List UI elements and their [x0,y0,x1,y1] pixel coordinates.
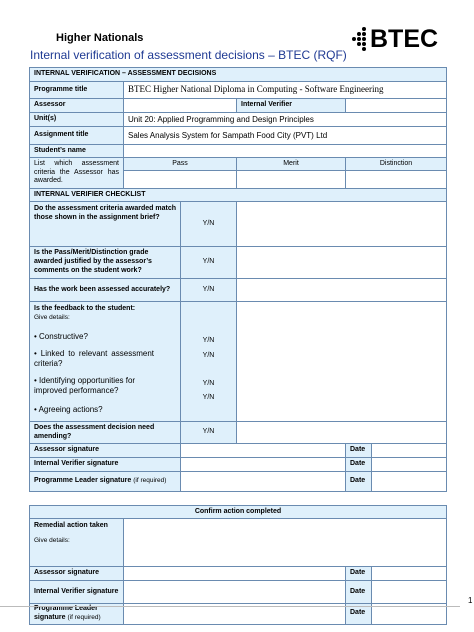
q4-give-details: Give details: [34,313,70,321]
merit-header: Merit [237,158,346,171]
q4-yn-column [181,302,237,422]
document-subtitle: Internal verification of assessment decisions – BTEC (RQF) [30,48,347,62]
remedial-iv-signature-field[interactable] [124,581,346,604]
remedial-action-label: Remedial action taken [34,522,108,529]
q5-comments[interactable] [237,422,447,444]
confirm-action-title: Confirm action completed [30,506,447,519]
q4-yn-2[interactable]: Y/N [202,351,215,359]
pl-signature-note: (if required) [133,477,167,485]
q4-block [30,302,181,422]
criteria-label: List which assessment criteria the Assessor has awarded. [30,158,124,189]
distinction-criteria-field[interactable] [346,171,447,189]
distinction-header: Distinction [346,158,447,171]
q4-yn-3[interactable]: Y/N [202,379,215,387]
iv-date-field[interactable] [372,458,447,472]
page-number: 1 [468,596,473,605]
remedial-label-block [30,519,124,567]
merit-criteria-field[interactable] [237,171,346,189]
remedial-pl-signature-note: (if required) [67,613,101,621]
q4-comments[interactable] [237,302,447,422]
remedial-pl-date-label: Date [346,604,372,625]
remedial-assessor-date-label: Date [346,567,372,581]
remedial-iv-date-label: Date [346,581,372,604]
student-name-label: Student’s name [30,145,124,158]
remedial-iv-signature-label: Internal Verifier signature [30,581,124,604]
q3-label: Has the work been assessed accurately? [30,279,181,302]
remedial-give-details: Give details: [34,536,70,544]
pass-header: Pass [124,158,237,171]
remedial-assessor-signature-label: Assessor signature [30,567,124,581]
assessor-signature-label: Assessor signature [30,444,181,458]
internal-verifier-label: Internal Verifier [237,99,346,113]
logo-dots-icon [352,27,368,53]
assessor-date-label: Date [346,444,372,458]
q2-label: Is the Pass/Merit/Distinction grade awarded justified by the assessor’s comments on the student work? [30,247,181,279]
logo-text: BTEC [370,25,439,53]
q3-yn[interactable]: Y/N [181,279,237,302]
q3-comments[interactable] [237,279,447,302]
q4-yn-4[interactable]: Y/N [202,394,215,402]
q4-bullet-opportunities: • Identifying opportunities for improved performance? [34,375,136,395]
remedial-action-field[interactable] [124,519,447,567]
programme-label: Programme title [30,82,124,99]
assignment-title-value[interactable]: Sales Analysis System for Sampath Food City (PVT) Ltd [124,127,447,145]
iv-signature-label: Internal Verifier signature [30,458,181,472]
q4-bullet-agreeing: • Agreeing actions? [34,404,103,414]
assessor-date-field[interactable] [372,444,447,458]
document-title: Higher Nationals [56,32,144,44]
q1-label: Do the assessment criteria awarded match those shown in the assignment brief? [30,202,181,247]
student-name-field[interactable] [124,145,447,158]
iv-date-label: Date [346,458,372,472]
unit-value[interactable]: Unit 20: Applied Programming and Design Principles [124,113,447,127]
q5-yn[interactable]: Y/N [181,422,237,444]
unit-label: Unit(s) [30,113,124,127]
assessor-field[interactable] [124,99,237,113]
pass-criteria-field[interactable] [124,171,237,189]
q4-bullet-constructive: • Constructive? [34,331,88,341]
assignment-title-label: Assignment title [30,127,124,145]
remedial-iv-date-field[interactable] [372,581,447,604]
assessor-signature-field[interactable] [181,444,346,458]
q2-yn[interactable]: Y/N [181,247,237,279]
remedial-assessor-signature-field[interactable] [124,567,346,581]
q2-comments[interactable] [237,247,447,279]
q4-yn-1[interactable]: Y/N [202,337,215,344]
page-footer-divider [0,606,460,607]
checklist-section-title: INTERNAL VERIFIER CHECKLIST [30,189,447,202]
programme-value[interactable]: BTEC Higher National Diploma in Computing - Software Engineering [124,82,447,99]
remedial-pl-signature-label: Programme Leader signature (if required) [30,604,124,625]
iv-signature-field[interactable] [181,458,346,472]
pl-signature-field[interactable] [181,472,346,492]
internal-verifier-field[interactable] [346,99,447,113]
q1-yn[interactable]: Y/N [181,202,237,247]
verification-table [29,67,447,492]
q4-bullet-linked: • Linked to relevant assessment criteria? [34,348,154,368]
decisions-section-title: INTERNAL VERIFICATION – ASSESSMENT DECISIONS [30,68,447,82]
q1-comments[interactable] [237,202,447,247]
assessor-label: Assessor [30,99,124,113]
remedial-assessor-date-field[interactable] [372,567,447,581]
pl-signature-label: Programme Leader signature (if required) [30,472,181,492]
q5-label: Does the assessment decision need amending? [30,422,181,444]
pl-date-field[interactable] [372,472,447,492]
q4-label: Is the feedback to the student: [34,305,136,312]
btec-logo [352,25,448,55]
pl-date-label: Date [346,472,372,492]
